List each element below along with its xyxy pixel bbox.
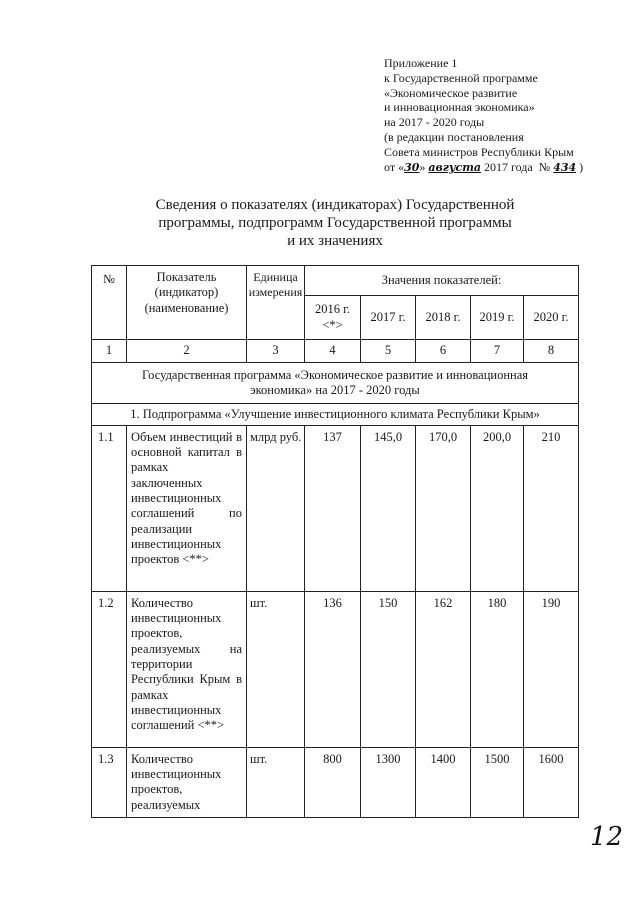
column-number: 2 — [127, 340, 247, 363]
row-number: 1.2 — [92, 591, 127, 747]
header-no: № — [92, 266, 127, 340]
document-title — [120, 196, 550, 250]
column-number: 8 — [524, 340, 579, 363]
handwritten-month: августа — [428, 160, 481, 174]
table-row — [92, 747, 579, 817]
handwritten-day: 30 — [404, 160, 420, 174]
appendix-line: (в редакции постановления — [384, 129, 524, 144]
header-year: 2019 г. — [471, 296, 524, 340]
unit: шт. — [247, 591, 305, 747]
unit: млрд руб. — [247, 425, 305, 591]
header-year: 2017 г. — [361, 296, 416, 340]
appendix-line: и инновационная экономика» — [384, 100, 535, 115]
table-row — [92, 591, 579, 747]
date-year: 2017 года — [484, 159, 533, 174]
value-cell: 170,0 — [416, 425, 471, 591]
header-year: 2016 г. <*> — [305, 296, 361, 340]
value-cell: 210 — [524, 425, 579, 591]
row-number: 1.3 — [92, 747, 127, 817]
value-cell: 190 — [524, 591, 579, 747]
value-cell: 162 — [416, 591, 471, 747]
appendix-line: Совета министров Республики Крым — [384, 144, 574, 159]
column-number: 1 — [92, 340, 127, 363]
title-line: Сведения о показателях (индикаторах) Государственной — [155, 197, 515, 213]
indicator-name: Объем инвестиций в основной капитал в рамках заключенных инвестиционных соглашений по реализации инвестиционных проектов <**> — [127, 425, 247, 591]
appendix-line: на 2017 - 2020 годы — [384, 115, 485, 130]
header-year: 2018 г. — [416, 296, 471, 340]
header-year: 2020 г. — [524, 296, 579, 340]
column-number: 3 — [247, 340, 305, 363]
title-line: программы, подпрограмм Государственной программы — [158, 215, 512, 231]
subprogram-title-row: 1. Подпрограмма «Улучшение инвестиционного климата Республики Крым» — [92, 403, 579, 425]
date-prefix: от « — [384, 159, 405, 174]
program-title-row: Государственная программа «Экономическое развитие и инновационная экономика» на 2017 - 2020 годы — [92, 363, 579, 404]
indicators-table — [91, 265, 579, 818]
appendix-block — [384, 56, 583, 175]
header-indicator: Показатель (индикатор) (наименование) — [127, 266, 247, 340]
unit: шт. — [247, 747, 305, 817]
appendix-line: к Государственной программе — [384, 70, 538, 85]
indicator-name: Количество инвестиционных проектов, реализуемых на территории Республики Крым в рамках инвестиционных соглашений <**> — [127, 591, 247, 747]
value-cell: 800 — [305, 747, 361, 817]
closing-paren: ) — [579, 159, 584, 174]
column-number: 4 — [305, 340, 361, 363]
value-cell: 1400 — [416, 747, 471, 817]
header-unit: Единица измерения — [247, 266, 305, 340]
column-number: 5 — [361, 340, 416, 363]
handwritten-page-number: 12 — [590, 822, 624, 852]
value-cell: 1600 — [524, 747, 579, 817]
value-cell: 180 — [471, 591, 524, 747]
value-cell: 136 — [305, 591, 361, 747]
value-cell: 145,0 — [361, 425, 416, 591]
value-cell: 1500 — [471, 747, 524, 817]
appendix-line: «Экономическое развитие — [384, 85, 518, 100]
value-cell: 137 — [305, 425, 361, 591]
table-row — [92, 425, 579, 591]
appendix-date-line: от «30» августа 2017 года № 434 ) — [384, 159, 584, 174]
title-line: и их значениях — [287, 233, 383, 249]
column-number: 6 — [416, 340, 471, 363]
appendix-line: Приложение 1 — [384, 56, 458, 70]
number-label: № — [538, 159, 551, 174]
handwritten-number: 434 — [553, 160, 577, 174]
header-values-group: Значения показателей: — [305, 266, 579, 296]
value-cell: 150 — [361, 591, 416, 747]
column-number: 7 — [471, 340, 524, 363]
indicator-name: Количество инвестиционных проектов, реализуемых — [127, 747, 247, 817]
value-cell: 1300 — [361, 747, 416, 817]
row-number: 1.1 — [92, 425, 127, 591]
value-cell: 200,0 — [471, 425, 524, 591]
